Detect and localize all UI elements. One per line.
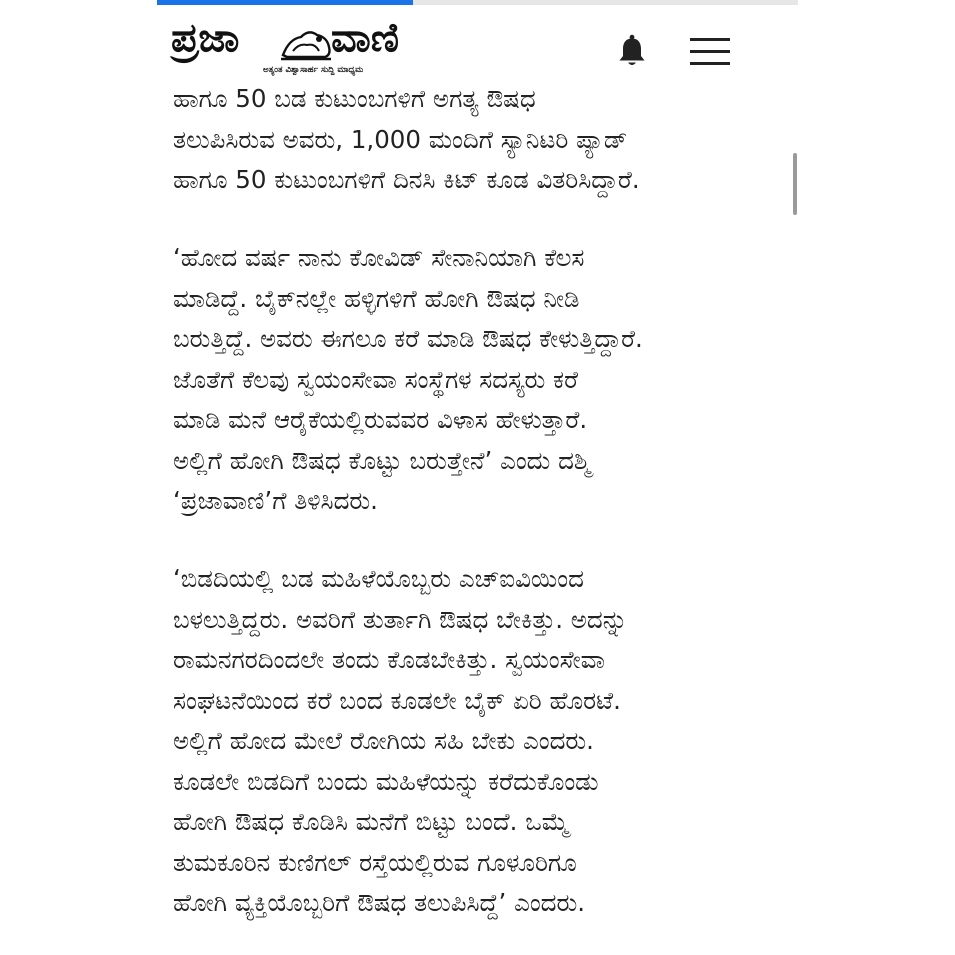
site-header <box>157 5 798 77</box>
paragraph-line: ತಲುಪಿಸಿರುವ ಅವರು, 1,000 ಮಂದಿಗೆ ಸ್ಯಾನಿಟರಿ ಪ್ಯಾಡ್ <box>173 124 628 154</box>
paragraph-line: ಸಂಘಟನೆಯಿಂದ ಕರೆ ಬಂದ ಕೂಡಲೇ ಬೈಕ್ ಏರಿ ಹೊರಟೆ. <box>173 685 621 715</box>
paragraph-line: ಅಲ್ಲಿಗೆ ಹೋಗಿ ಔಷಧ ಕೊಟ್ಟು ಬರುತ್ತೇನೆ’ ಎಂದು ದಶ್ಮಿ <box>173 445 591 475</box>
paragraph-line: ‘ಪ್ರಜಾವಾಣಿ’ಗೆ ತಿಳಿಸಿದರು. <box>173 486 378 515</box>
paragraph-line: ಜೊತೆಗೆ ಕೆಲವು ಸ್ವಯಂಸೇವಾ ಸಂಸ್ಥೆಗಳ ಸದಸ್ಯರು ಕರೆ <box>173 364 579 394</box>
paragraph-line: ಅಲ್ಲಿಗೆ ಹೋದ ಮೇಲೆ ರೋಗಿಯ ಸಹಿ ಬೇಕು ಎಂದರು. <box>173 726 594 755</box>
notifications-button[interactable] <box>612 31 652 71</box>
logo-wordmark-left: ಪ್ರಜಾ <box>171 15 240 61</box>
paragraph-line: ಹಾಗೂ 50 ಕುಟುಂಬಗಳಿಗೆ ದಿನಸಿ ಕಿಟ್ ಕೂಡ ವಿತರಿಸಿದ್ದಾರೆ. <box>173 165 640 194</box>
article-paragraph <box>173 238 643 522</box>
logo-wordmark-right: ವಾಣಿ <box>331 15 400 61</box>
menu-line <box>690 62 730 65</box>
article-body <box>173 78 798 955</box>
scrollbar-thumb[interactable] <box>793 153 797 215</box>
paragraph-line: ಹೋಗಿ ಔಷಧ ಕೊಡಿಸಿ ಮನೆಗೆ ಬಿಟ್ಟು ಬಂದೆ. ಒಮ್ಮೆ <box>173 807 570 836</box>
hamburger-menu-button[interactable] <box>687 35 735 69</box>
menu-line <box>690 38 730 41</box>
paragraph-line: ರಾಮನಗರದಿಂದಲೇ ತಂದು ಕೊಡಬೇಕಿತ್ತು. ಸ್ವಯಂಸೇವಾ <box>173 645 606 674</box>
logo-emblem-icon <box>279 25 333 61</box>
paragraph-line: ‘ಬಿಡದಿಯಲ್ಲಿ ಬಡ ಮಹಿಳೆಯೊಬ್ಬರು ಎಚ್‌ಐವಿಯಿಂದ <box>173 564 584 593</box>
article-paragraph <box>173 559 627 924</box>
paragraph-line: ‘ಹೋದ ವರ್ಷ ನಾನು ಕೋವಿಡ್ ಸೇನಾನಿಯಾಗಿ ಕೆಲಸ <box>173 243 585 272</box>
menu-line <box>690 50 730 53</box>
article-paragraph <box>173 79 640 201</box>
prajavani-logo[interactable] <box>171 17 433 73</box>
paragraph-line: ಮಾಡಿ ಮನೆ ಆರೈಕೆಯಲ್ಲಿರುವವರ ವಿಳಾಸ ಹೇಳುತ್ತಾರೆ. <box>173 405 588 434</box>
logo-tagline: ಅತ್ಯಂತ ವಿಶ್ವಾಸಾರ್ಹ ಸುದ್ದಿ ಮಾಧ್ಯಮ <box>263 65 364 75</box>
paragraph-line: ಕೂಡಲೇ ಬಿಡದಿಗೆ ಬಂದು ಮಹಿಳೆಯನ್ನು ಕರೆದುಕೊಂಡು <box>173 766 599 796</box>
paragraph-line: ಹೋಗಿ ವ್ಯಕ್ತಿಯೊಬ್ಬರಿಗೆ ಔಷಧ ತಲುಪಿಸಿದ್ದೆ’ ಎಂದರು. <box>173 888 586 917</box>
paragraph-line: ಮಾಡಿದ್ದೆ. ಬೈಕ್‌ನಲ್ಲೇ ಹಳ್ಳಿಗಳಿಗೆ ಹೋಗಿ ಔಷಧ ನೀಡಿ <box>173 283 580 313</box>
paragraph-line: ಹಾಗೂ 50 ಬಡ ಕುಟುಂಬಗಳಿಗೆ ಅಗತ್ಯ ಔಷಧ <box>173 84 536 113</box>
paragraph-line: ಬಳಲುತ್ತಿದ್ದರು. ಅವರಿಗೆ ತುರ್ತಾಗಿ ಔಷಧ ಬೇಕಿತ್ತು. ಅದನ್ನು <box>173 604 628 634</box>
paragraph-line: ತುಮಕೂರಿನ ಕುಣಿಗಲ್ ರಸ್ತೆಯಲ್ಲಿರುವ ಗೂಳೂರಿಗೂ <box>173 847 577 877</box>
bell-icon <box>617 34 647 68</box>
paragraph-line: ಬರುತ್ತಿದ್ದೆ. ಅವರು ಈಗಲೂ ಕರೆ ಮಾಡಿ ಔಷಧ ಕೇಳುತ್ತಿದ್ದಾರೆ. <box>173 324 643 353</box>
